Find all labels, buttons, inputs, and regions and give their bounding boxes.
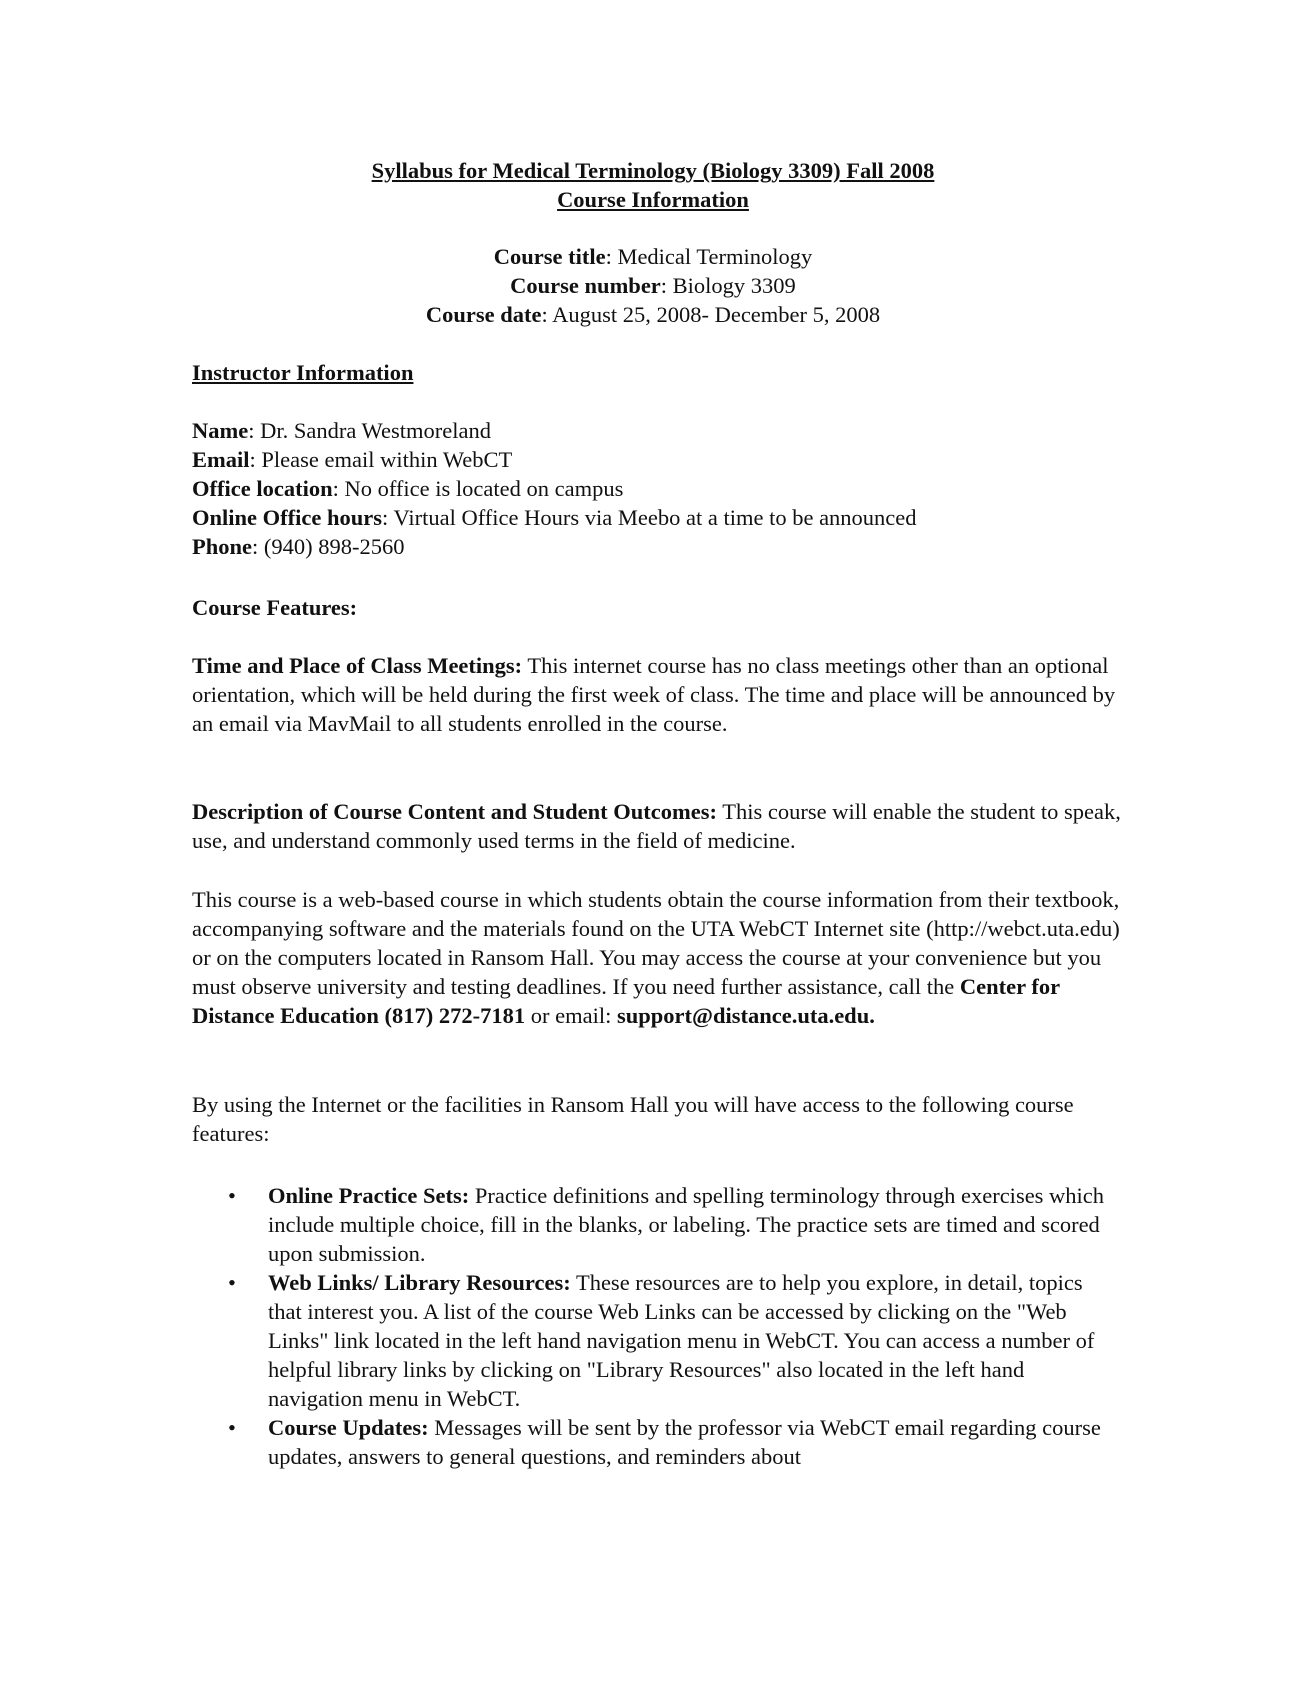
features-heading: Course Features: [192, 595, 358, 620]
instructor-office-label: Office location [192, 476, 333, 501]
list-item [192, 1413, 1122, 1471]
course-title-line [0, 242, 1306, 271]
instructor-office-value: : No office is located on campus [332, 476, 624, 501]
access-paragraph: By using the Internet or the facilities in Ransom Hall you will have access to the following course features: [192, 1092, 1074, 1146]
course-info [0, 242, 1306, 329]
course-title-value: : Medical Terminology [605, 244, 813, 269]
instructor-email-line [192, 445, 1122, 474]
instructor-hours-value: : Virtual Office Hours via Meebo at a time to be announced [382, 505, 917, 530]
bullet-icon: • [228, 1183, 236, 1208]
description-label: Description of Course Content and Student Outcomes: [192, 799, 717, 824]
bullet-icon: • [228, 1270, 236, 1295]
features-list [192, 1181, 1122, 1471]
description-paragraph [192, 797, 1122, 855]
instructor-info [192, 416, 1122, 561]
instructor-heading: Instructor Information [192, 360, 414, 385]
web-course-text-2: or email: [525, 1003, 617, 1028]
course-date-line [0, 300, 1306, 329]
feature-label: Course Updates: [268, 1415, 429, 1440]
course-title-label: Course title [493, 244, 606, 269]
list-item [192, 1268, 1122, 1413]
feature-text: These resources are to help you explore, in detail, topics that interest you. A list of the course Web Links can be accessed by clicking on the "Web Links" link located in the left hand navigation menu in WebCT. You can access a number of helpful library links by clicking on "Library Resources" also located in the left hand navigation menu in WebCT. [268, 1270, 1095, 1411]
instructor-office-line [192, 474, 1122, 503]
instructor-phone-label: Phone [192, 534, 253, 559]
instructor-email-value: : Please email within WebCT [249, 447, 513, 472]
web-course-text-1: This course is a web-based course in which students obtain the course information from their textbook, accompanying software and the materials found on the UTA WebCT Internet site (http://webct.uta.edu) or on the computers located in Ransom Hall. You may access the course at your convenience but you must observe university and testing deadlines. If you need further assistance, call the [192, 887, 1120, 999]
course-number-line [0, 271, 1306, 300]
instructor-phone-value: : (940) 898-2560 [252, 534, 405, 559]
meetings-label: Time and Place of Class Meetings: [192, 653, 523, 678]
distance-education-contact: Center for Distance Education (817) 272-7181 [192, 974, 1060, 1028]
course-date-value: : August 25, 2008- December 5, 2008 [541, 302, 881, 327]
title-line-2: Course Information [557, 187, 749, 212]
instructor-phone-line [192, 532, 1122, 561]
instructor-hours-line [192, 503, 1122, 532]
feature-label: Online Practice Sets: [268, 1183, 470, 1208]
instructor-name-value: : Dr. Sandra Westmoreland [248, 418, 491, 443]
instructor-hours-label: Online Office hours [192, 505, 382, 530]
list-item [192, 1181, 1122, 1268]
course-number-label: Course number [510, 273, 661, 298]
instructor-name-line [192, 416, 1122, 445]
support-email: support@distance.uta.edu. [616, 1003, 875, 1028]
description-text: This course will enable the student to speak, use, and understand commonly used terms in the field of medicine. [192, 799, 1121, 853]
feature-text: Practice definitions and spelling terminology through exercises which include multiple choice, fill in the blanks, or labeling. The practice sets are timed and scored upon submission. [268, 1183, 1105, 1266]
course-number-value: : Biology 3309 [660, 273, 796, 298]
instructor-name-label: Name [192, 418, 249, 443]
feature-label: Web Links/ Library Resources: [268, 1270, 571, 1295]
meetings-text: This internet course has no class meetings other than an optional orientation, which will be held during the first week of class. The time and place will be announced by an email via MavMail to all students enrolled in the course. [192, 653, 1116, 736]
web-course-paragraph [192, 885, 1122, 1030]
document-title [0, 156, 1306, 214]
meetings-paragraph [192, 651, 1122, 738]
bullet-icon: • [228, 1415, 236, 1440]
course-date-label: Course date [425, 302, 542, 327]
instructor-email-label: Email [192, 447, 250, 472]
title-line-1: Syllabus for Medical Terminology (Biology 3309) Fall 2008 [371, 158, 935, 183]
feature-text: Messages will be sent by the professor via WebCT email regarding course updates, answers to general questions, and reminders about [268, 1415, 1101, 1469]
